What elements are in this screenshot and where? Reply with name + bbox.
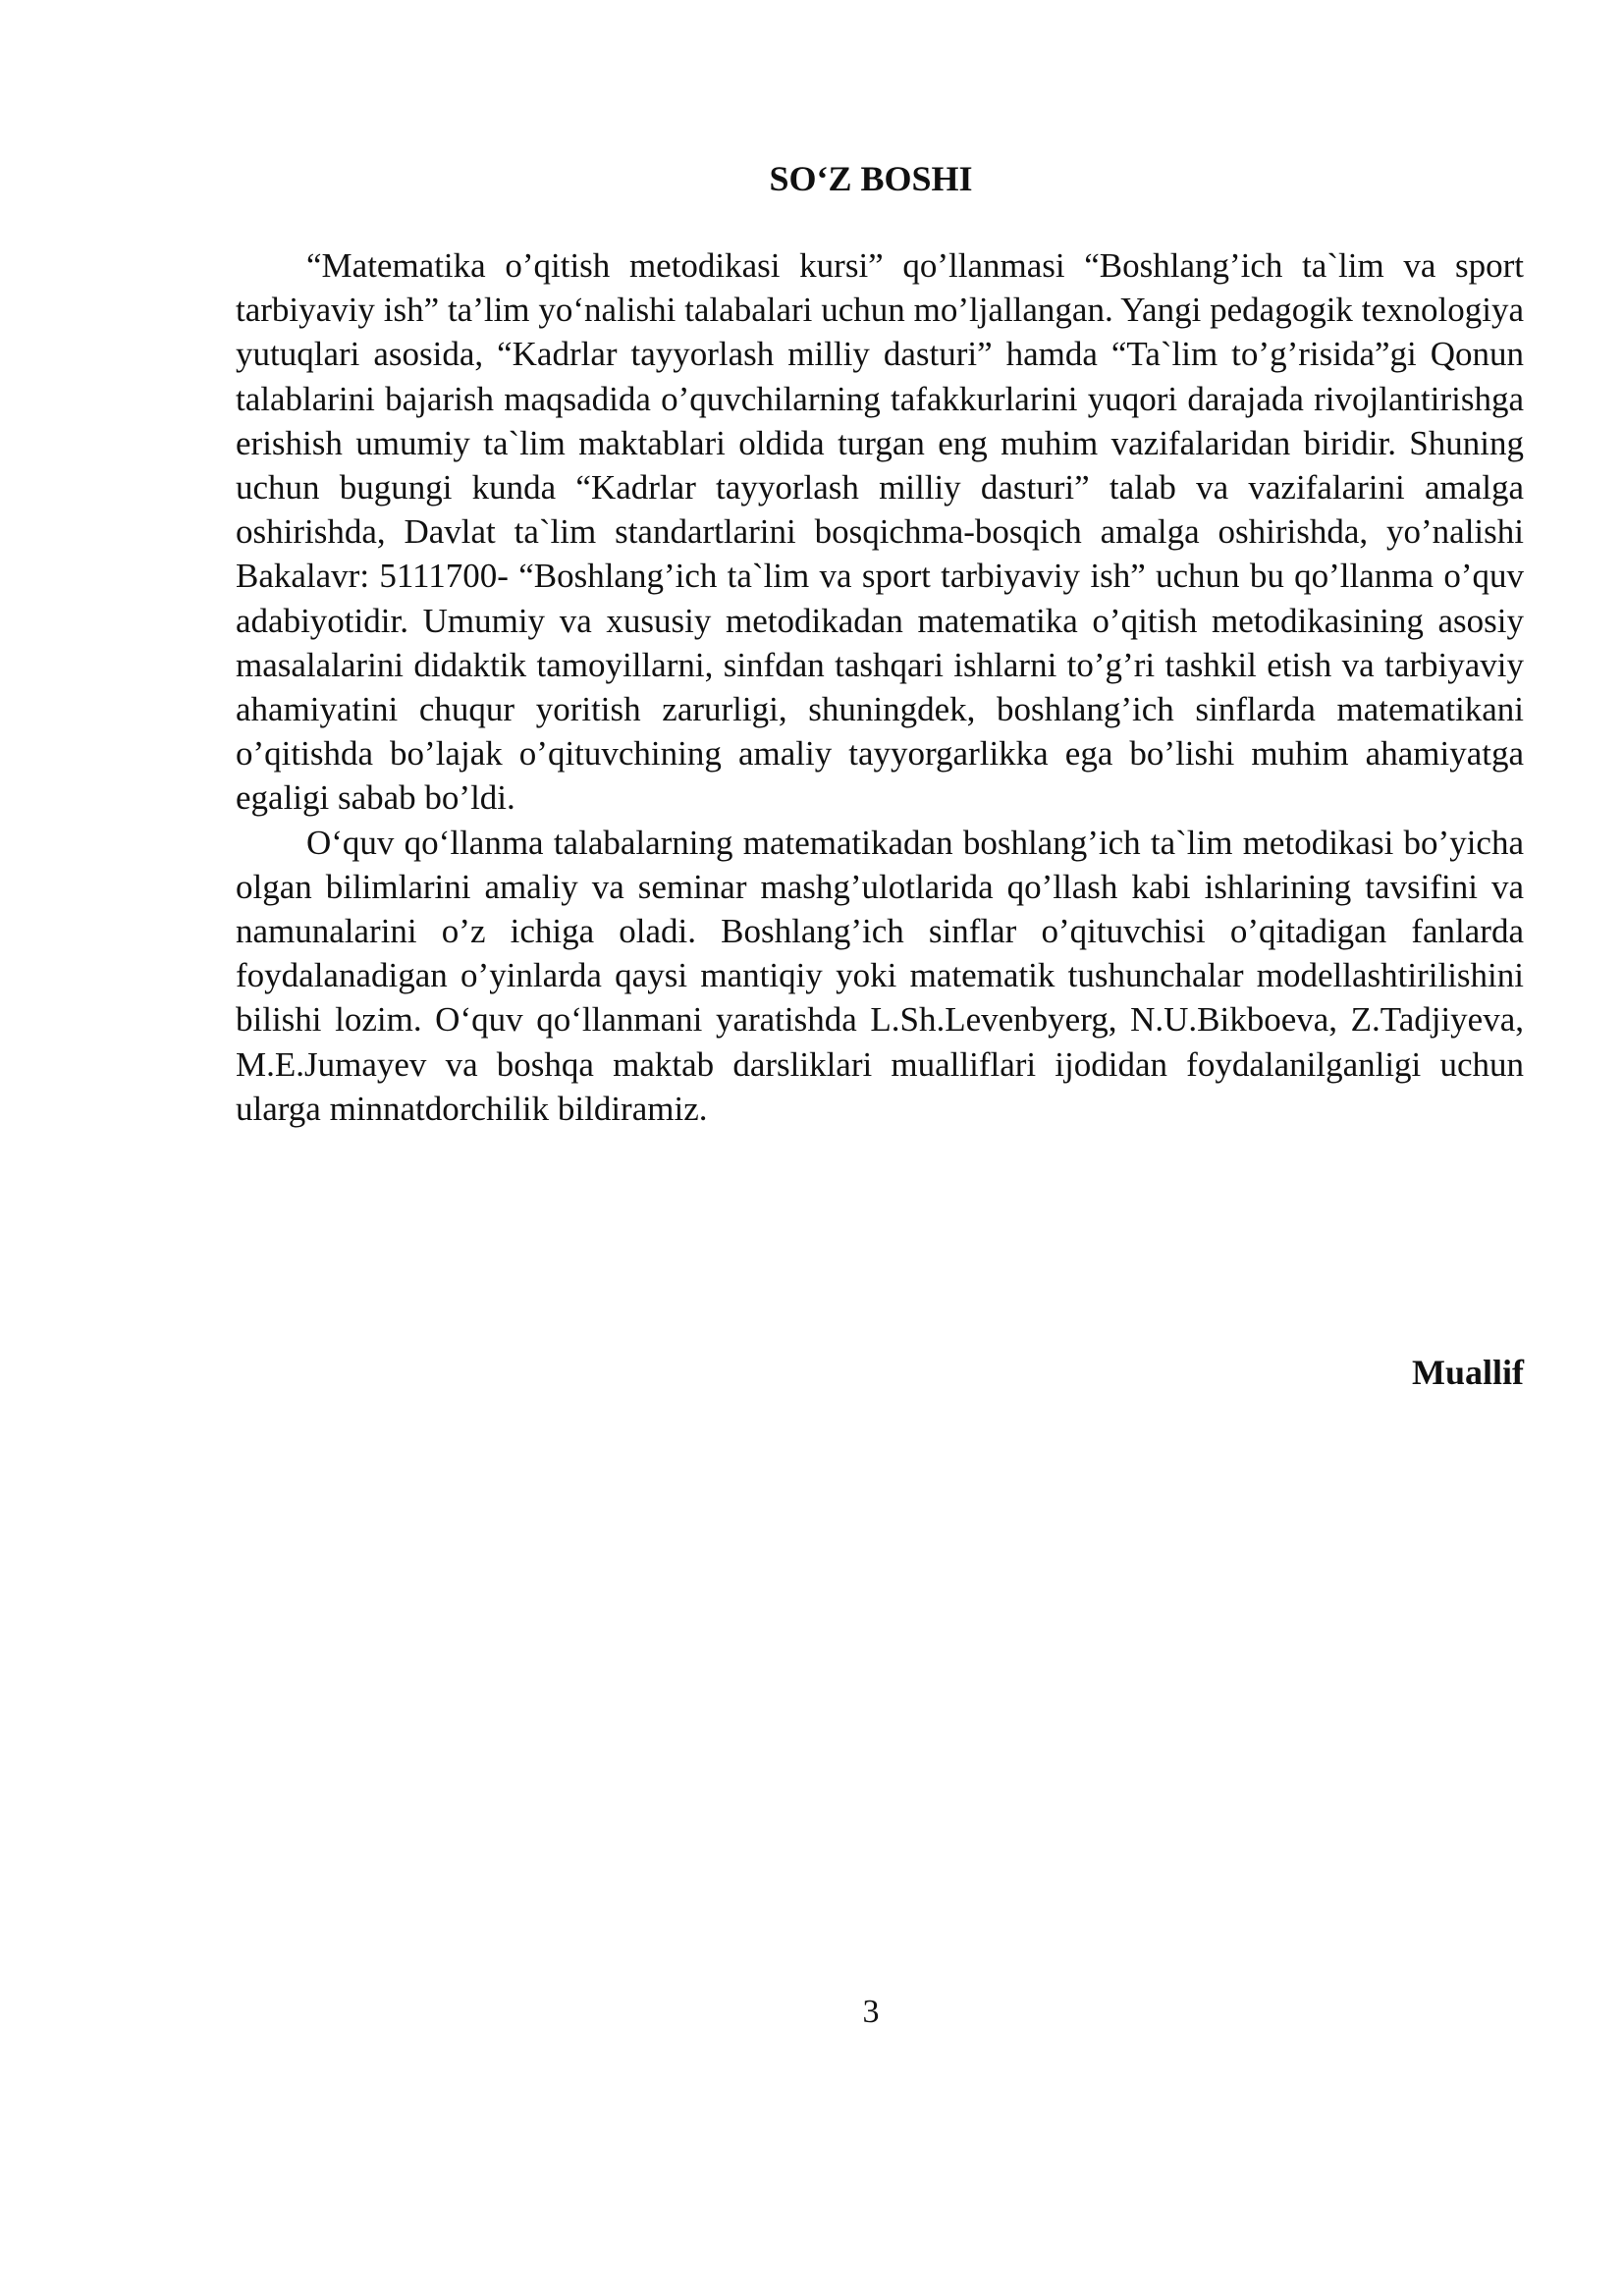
page-title: SO‘Z BOSHI xyxy=(769,159,973,198)
author-signature: Muallif xyxy=(1412,1353,1524,1392)
body-text xyxy=(236,243,1524,1131)
paragraph-1: “Matematika o’qitish metodikasi kursi” qo’llanmasi “Boshlang’ich ta`lim va sport tarbiyaviy ish” ta’lim yo‘nalishi talabalari uchun mo’ljallangan. Yangi pedagogik texnologiya yutuqlari asosida, “Kadrlar tayyorlash milliy dasturi” hamda “Ta`lim to’g’risida”gi Qonun talablarini bajarish maqsadida o’quvchilarning tafakkurlarini yuqori darajada rivojlantirishga erishish umumiy ta`lim maktablari oldida turgan eng muhim vazifalaridan biridir. Shuning uchun bugungi kunda “Kadrlar tayyorlash milliy dasturi” talab va vazifalarini amalga oshirishda, Davlat ta`lim standartlarini bosqichma-bosqich amalga oshirishda, yo’nalishi Bakalavr: 5111700- “Boshlang’ich ta`lim va sport tarbiyaviy ish” uchun bu qo’llanma o’quv adabiyotidir. Umumiy va xususiy metodikadan matematika o’qitish metodikasining asosiy masalalarini didaktik tamoyillarni, sinfdan tashqari ishlarni to’g’ri tashkil etish va tarbiyaviy ahamiyatini chuqur yoritish zarurligi, shuningdek, boshlang’ich sinflarda matematikani o’qitishda bo’lajak o’qituvchining amaliy tayyorgarlikka ega bo’lishi muhim ahamiyatga egaligi sabab bo’ldi. xyxy=(236,246,1524,818)
page-number: 3 xyxy=(862,1994,880,2030)
paragraph-2: O‘quv qo‘llanma talabalarning matematikadan boshlang’ich ta`lim metodikasi bo’yicha olgan bilimlarini amaliy va seminar mashg’ulotlarida qo’llash kabi ishlarining tavsifini va namunalarini o’z ichiga oladi. Boshlang’ich sinflar o’qituvchisi o’qitadigan fanlarda foydalanadigan o’yinlarda qaysi mantiqiy yoki matematik tushunchalar modellashtirilishini bilishi lozim. O‘quv qo‘llanmani yaratishda L.Sh.Levenbyerg, N.U.Bikboeva, Z.Tadjiyeva, M.E.Jumayev va boshqa maktab darsliklari mualliflari ijodidan foydalanilganligi uchun ularga minnatdorchilik bildiramiz. xyxy=(236,823,1524,1128)
